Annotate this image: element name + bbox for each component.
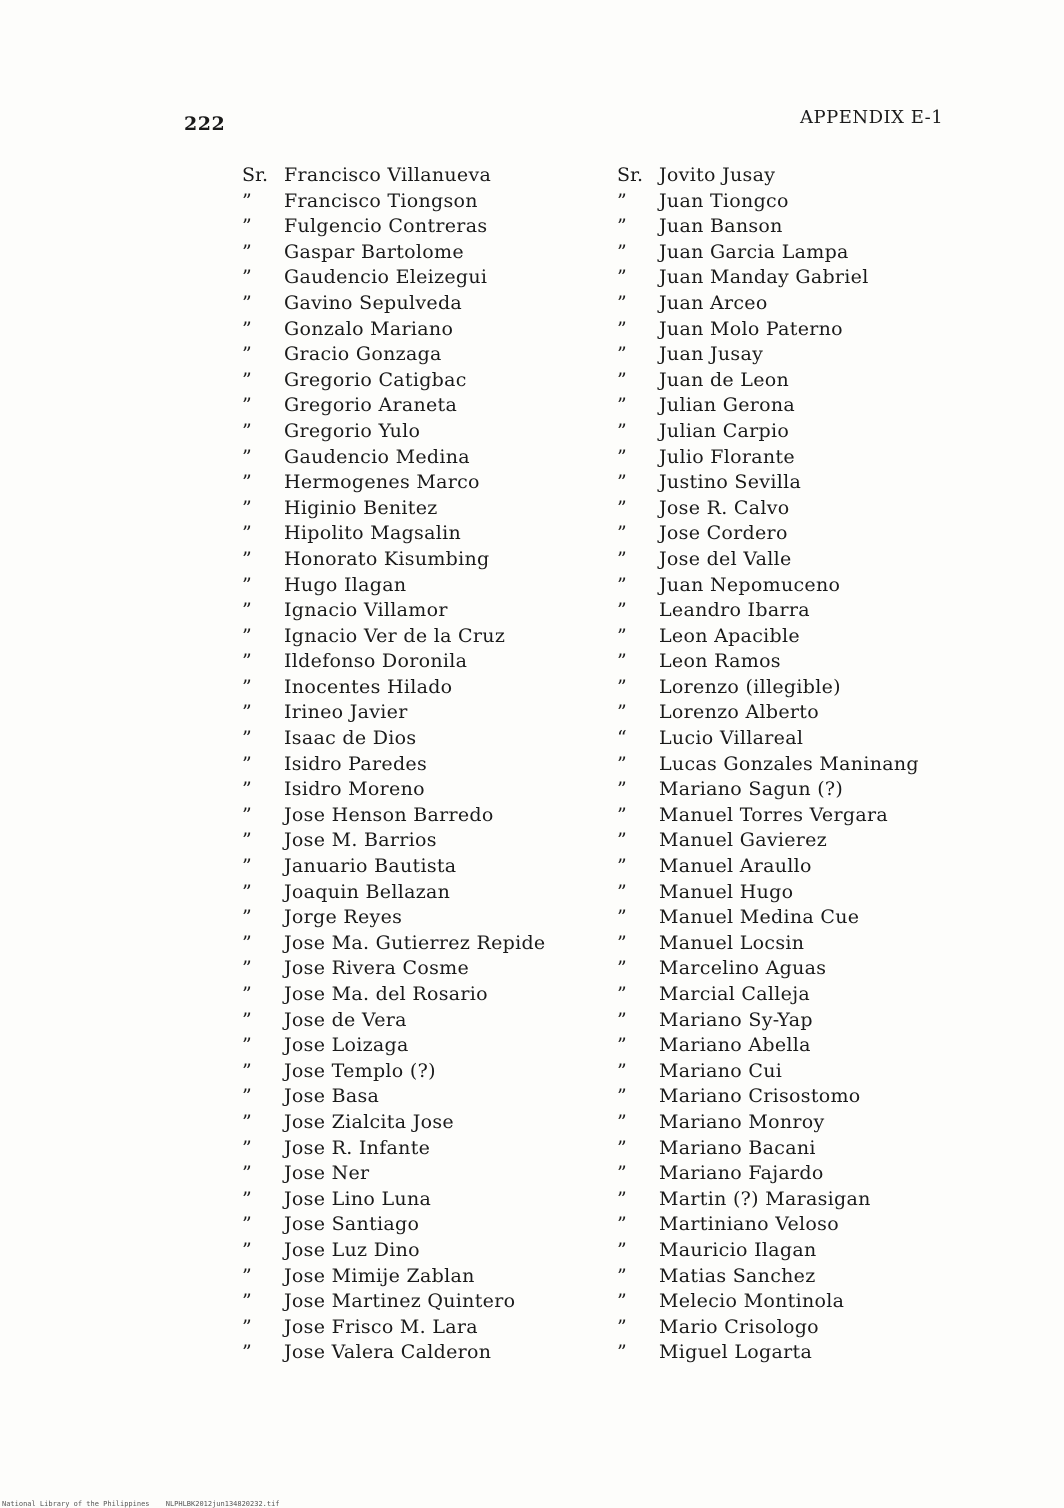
- entry-prefix: ”: [242, 189, 252, 212]
- name-entry: [617, 342, 977, 368]
- footer-library: National Library of the Philippines: [2, 1500, 150, 1508]
- name-entry: [242, 342, 602, 368]
- scan-footer: [2, 1500, 292, 1508]
- entry-name: Manuel Torres Vergara: [659, 803, 888, 826]
- name-entry: [617, 189, 977, 215]
- name-entry: [242, 1136, 602, 1162]
- entry-prefix: ”: [617, 906, 627, 929]
- name-entry: [242, 649, 602, 675]
- name-entry: [617, 470, 977, 496]
- entry-name: Jose Loizaga: [284, 1034, 409, 1057]
- entry-prefix: ”: [617, 1059, 627, 1082]
- entry-name: Marcelino Aguas: [659, 957, 827, 980]
- entry-prefix: ”: [242, 778, 252, 801]
- name-entry: [617, 777, 977, 803]
- entry-name: Ignacio Villamor: [284, 599, 448, 622]
- name-entry: [617, 573, 977, 599]
- entry-name: Mariano Bacani: [659, 1136, 816, 1159]
- name-entry: [242, 163, 602, 189]
- name-entry: [617, 1315, 977, 1341]
- entry-name: Manuel Araullo: [659, 855, 812, 878]
- name-entry: [617, 1289, 977, 1315]
- left-name-column: [242, 163, 602, 1366]
- entry-prefix: ”: [617, 931, 627, 954]
- entry-name: Juan Banson: [659, 215, 783, 238]
- name-entry: [617, 828, 977, 854]
- entry-name: Inocentes Hilado: [284, 675, 453, 698]
- entry-prefix: ”: [617, 803, 627, 826]
- name-entry: [617, 496, 977, 522]
- entry-name: Jose Cordero: [659, 522, 788, 545]
- name-entry: [242, 445, 602, 471]
- name-entry: [242, 777, 602, 803]
- entry-prefix: ”: [617, 675, 627, 698]
- entry-name: Mariano Sy-Yap: [659, 1008, 813, 1031]
- entry-name: Mariano Fajardo: [659, 1162, 824, 1185]
- entry-prefix: ”: [242, 1238, 252, 1261]
- entry-name: Manuel Locsin: [659, 931, 805, 954]
- entry-prefix: ”: [617, 855, 627, 878]
- entry-name: Mariano Abella: [659, 1034, 811, 1057]
- name-entry: [242, 521, 602, 547]
- name-entry: [242, 803, 602, 829]
- entry-prefix: ”: [242, 522, 252, 545]
- entry-name: Jose M. Barrios: [284, 829, 437, 852]
- entry-prefix: ”: [617, 496, 627, 519]
- name-entry: [617, 905, 977, 931]
- name-entry: [242, 1110, 602, 1136]
- entry-name: Jose Ma. del Rosario: [284, 983, 488, 1005]
- name-entry: [617, 1212, 977, 1238]
- entry-prefix: ”: [242, 880, 252, 903]
- entry-name: Jose Mimije Zablan: [284, 1264, 475, 1287]
- name-entry: [617, 803, 977, 829]
- entry-prefix: ”: [617, 394, 627, 417]
- name-entry: [617, 445, 977, 471]
- name-entry: [242, 598, 602, 624]
- entry-prefix: ”: [617, 599, 627, 622]
- entry-name: Juan de Leon: [659, 368, 790, 391]
- entry-prefix: ”: [242, 650, 252, 673]
- entry-name: Gaudencio Medina: [284, 445, 470, 468]
- name-entry: [242, 1059, 602, 1085]
- entry-prefix: ”: [617, 522, 627, 545]
- entry-prefix: ”: [242, 471, 252, 494]
- entry-prefix: ”: [242, 1162, 252, 1185]
- entry-name: Leon Ramos: [659, 650, 781, 673]
- entry-name: Isaac de Dios: [284, 727, 417, 750]
- entry-name: Hermogenes Marco: [284, 471, 480, 494]
- entry-prefix: ”: [617, 752, 627, 775]
- entry-prefix: ”: [242, 727, 252, 750]
- name-entry: [242, 470, 602, 496]
- name-entry: [242, 726, 602, 752]
- entry-prefix: ”: [242, 1290, 252, 1313]
- entry-prefix: “: [617, 727, 627, 750]
- right-name-column: [617, 163, 977, 1366]
- entry-name: Jovito Jusay: [659, 164, 776, 186]
- entry-prefix: ”: [242, 752, 252, 775]
- entry-prefix: ”: [242, 291, 252, 314]
- entry-prefix: ”: [242, 343, 252, 366]
- page-number: 222: [184, 113, 226, 135]
- name-entry: [242, 368, 602, 394]
- name-entry: [242, 1315, 602, 1341]
- footer-scan-id: NLPHLBK2012jun134820232.tif: [165, 1500, 280, 1508]
- name-entry: [242, 1008, 602, 1034]
- entry-name: Miguel Logarta: [659, 1341, 813, 1364]
- entry-prefix: ”: [242, 573, 252, 596]
- running-head: APPENDIX E-1: [800, 107, 944, 128]
- name-entry: [242, 956, 602, 982]
- entry-prefix: ”: [242, 215, 252, 238]
- name-entry: [617, 1340, 977, 1366]
- entry-prefix: ”: [242, 394, 252, 417]
- entry-name: Isidro Moreno: [284, 778, 425, 801]
- entry-prefix: ”: [242, 368, 252, 391]
- name-entry: [617, 521, 977, 547]
- entry-name: Mariano Sagun (?): [659, 778, 844, 801]
- entry-name: Manuel Gavierez: [659, 829, 828, 852]
- name-entry: [617, 265, 977, 291]
- name-entry: [617, 1161, 977, 1187]
- entry-name: Juan Manday Gabriel: [659, 266, 869, 289]
- name-entry: [617, 163, 977, 189]
- name-entry: [242, 905, 602, 931]
- name-entry: [617, 1084, 977, 1110]
- entry-name: Mariano Crisostomo: [659, 1085, 861, 1108]
- name-entry: [242, 1033, 602, 1059]
- name-entry: [617, 368, 977, 394]
- entry-name: Ignacio Ver de la Cruz: [284, 624, 506, 647]
- name-entry: [242, 828, 602, 854]
- name-entry: [617, 393, 977, 419]
- entry-name: Jose Henson Barredo: [284, 803, 494, 826]
- name-entry: [617, 700, 977, 726]
- entry-prefix: ”: [617, 1085, 627, 1108]
- entry-prefix: ”: [242, 829, 252, 852]
- entry-name: Leon Apacible: [659, 624, 800, 647]
- entry-name: Isidro Paredes: [284, 752, 427, 775]
- name-entry: [617, 317, 977, 343]
- entry-prefix: ”: [617, 368, 627, 391]
- entry-name: Manuel Hugo: [659, 880, 794, 903]
- name-entry: [617, 1033, 977, 1059]
- entry-name: Jose Basa: [284, 1085, 380, 1108]
- entry-name: Irineo Javier: [284, 701, 408, 724]
- name-entry: [617, 624, 977, 650]
- entry-name: Juan Tiongco: [659, 189, 789, 212]
- entry-prefix: ”: [242, 599, 252, 622]
- name-entry: [242, 419, 602, 445]
- entry-prefix: ”: [617, 1238, 627, 1261]
- name-entry: [617, 214, 977, 240]
- entry-prefix: ”: [617, 1034, 627, 1057]
- entry-prefix: ”: [617, 547, 627, 570]
- entry-name: Fulgencio Contreras: [284, 215, 488, 238]
- name-entry: [617, 931, 977, 957]
- name-entry: [242, 393, 602, 419]
- entry-name: Matias Sanchez: [659, 1264, 816, 1287]
- entry-prefix: ”: [617, 419, 627, 442]
- entry-prefix: ”: [617, 573, 627, 596]
- entry-prefix: ”: [242, 1187, 252, 1210]
- entry-prefix: ”: [617, 471, 627, 494]
- name-entry: [242, 1264, 602, 1290]
- entry-name: Melecio Montinola: [659, 1290, 845, 1313]
- entry-prefix: ”: [242, 1008, 252, 1031]
- name-entry: [617, 1110, 977, 1136]
- name-entry: [242, 982, 602, 1008]
- entry-prefix: ”: [242, 445, 252, 468]
- name-entry: [242, 931, 602, 957]
- name-entry: [242, 214, 602, 240]
- entry-name: Francisco Tiongson: [284, 189, 478, 212]
- entry-prefix: ”: [242, 675, 252, 698]
- entry-prefix: ”: [617, 1187, 627, 1210]
- entry-name: Gregorio Yulo: [284, 419, 421, 442]
- entry-name: Jorge Reyes: [284, 906, 403, 929]
- entry-prefix: ”: [617, 1136, 627, 1159]
- entry-prefix: ”: [617, 650, 627, 673]
- entry-name: Julian Gerona: [659, 394, 796, 417]
- name-entry: [242, 573, 602, 599]
- entry-prefix: ”: [242, 931, 252, 954]
- entry-prefix: ”: [617, 1008, 627, 1031]
- name-entry: [242, 624, 602, 650]
- entry-prefix: ”: [242, 1341, 252, 1364]
- entry-name: Jose Rivera Cosme: [284, 957, 469, 980]
- entry-prefix: ”: [617, 1213, 627, 1236]
- entry-prefix: ”: [242, 906, 252, 929]
- entry-name: Julio Florante: [659, 445, 795, 468]
- name-entry: [242, 880, 602, 906]
- entry-prefix: ”: [242, 547, 252, 570]
- name-entry: [242, 265, 602, 291]
- entry-name: Januario Bautista: [284, 855, 457, 878]
- entry-prefix: ”: [617, 1290, 627, 1313]
- entry-name: Julian Carpio: [659, 419, 790, 442]
- name-entry: [242, 1212, 602, 1238]
- entry-prefix: ”: [617, 624, 627, 647]
- entry-name: Hugo Ilagan: [284, 573, 407, 596]
- entry-name: Gregorio Catigbac: [284, 368, 467, 391]
- entry-name: Joaquin Bellazan: [284, 880, 451, 903]
- name-entry: [617, 1238, 977, 1264]
- entry-name: Mauricio Ilagan: [659, 1238, 817, 1261]
- entry-prefix: ”: [242, 1136, 252, 1159]
- entry-prefix: ”: [617, 983, 627, 1005]
- entry-prefix: ”: [242, 983, 252, 1005]
- entry-prefix: ”: [242, 624, 252, 647]
- entry-name: Justino Sevilla: [659, 471, 802, 494]
- entry-prefix: ”: [617, 880, 627, 903]
- name-entry: [242, 854, 602, 880]
- name-entry: [242, 1238, 602, 1264]
- name-entry: [617, 547, 977, 573]
- entry-name: Lorenzo Alberto: [659, 701, 819, 724]
- name-entry: [617, 880, 977, 906]
- name-entry: [617, 240, 977, 266]
- entry-name: Leandro Ibarra: [659, 599, 810, 622]
- entry-name: Lucio Villareal: [659, 727, 804, 750]
- entry-prefix: ”: [617, 1264, 627, 1287]
- name-entry: [617, 1136, 977, 1162]
- entry-prefix: Sr.: [242, 164, 269, 186]
- entry-prefix: ”: [242, 240, 252, 263]
- entry-prefix: ”: [617, 778, 627, 801]
- entry-prefix: ”: [242, 419, 252, 442]
- entry-name: Juan Jusay: [659, 343, 764, 366]
- entry-name: Higinio Benitez: [284, 496, 438, 519]
- entry-name: Jose Martinez Quintero: [284, 1290, 516, 1313]
- entry-name: Jose Zialcita Jose: [284, 1110, 454, 1133]
- entry-name: Jose Frisco M. Lara: [284, 1315, 478, 1338]
- entry-name: Juan Molo Paterno: [659, 317, 843, 340]
- entry-prefix: Sr.: [617, 164, 644, 186]
- entry-name: Jose Ner: [284, 1162, 370, 1185]
- name-entry: [617, 649, 977, 675]
- entry-prefix: ”: [617, 266, 627, 289]
- entry-prefix: ”: [617, 343, 627, 366]
- entry-prefix: ”: [617, 317, 627, 340]
- entry-name: Jose R. Calvo: [659, 496, 790, 519]
- entry-name: Gregorio Araneta: [284, 394, 458, 417]
- entry-prefix: ”: [617, 189, 627, 212]
- entry-prefix: ”: [242, 1213, 252, 1236]
- entry-name: Marcial Calleja: [659, 983, 811, 1005]
- name-entry: [242, 1161, 602, 1187]
- entry-prefix: ”: [617, 829, 627, 852]
- entry-prefix: ”: [617, 957, 627, 980]
- entry-name: Lorenzo (illegible): [659, 675, 841, 698]
- entry-name: Jose R. Infante: [284, 1136, 431, 1159]
- entry-name: Hipolito Magsalin: [284, 522, 462, 545]
- entry-prefix: ”: [242, 957, 252, 980]
- entry-prefix: ”: [242, 1059, 252, 1082]
- entry-name: Jose Templo (?): [284, 1059, 436, 1082]
- entry-name: Mariano Monroy: [659, 1110, 825, 1133]
- name-entry: [617, 1008, 977, 1034]
- name-entry: [617, 1187, 977, 1213]
- entry-prefix: ”: [617, 215, 627, 238]
- entry-name: Martiniano Veloso: [659, 1213, 839, 1236]
- entry-name: Jose del Valle: [659, 547, 792, 570]
- name-entry: [617, 291, 977, 317]
- entry-prefix: ”: [617, 1162, 627, 1185]
- entry-name: Juan Nepomuceno: [659, 573, 841, 596]
- entry-name: Jose Ma. Gutierrez Repide: [284, 931, 546, 954]
- entry-name: Juan Arceo: [659, 291, 768, 314]
- entry-name: Mariano Cui: [659, 1059, 783, 1082]
- entry-prefix: ”: [242, 803, 252, 826]
- entry-prefix: ”: [617, 1341, 627, 1364]
- entry-prefix: ”: [242, 266, 252, 289]
- name-entry: [617, 982, 977, 1008]
- name-entry: [242, 240, 602, 266]
- entry-name: Jose Lino Luna: [284, 1187, 432, 1210]
- name-entry: [242, 496, 602, 522]
- entry-prefix: ”: [617, 240, 627, 263]
- entry-name: Martin (?) Marasigan: [659, 1187, 871, 1210]
- entry-name: Francisco Villanueva: [284, 164, 492, 186]
- entry-prefix: ”: [242, 1110, 252, 1133]
- entry-name: Manuel Medina Cue: [659, 906, 860, 929]
- entry-prefix: ”: [242, 317, 252, 340]
- name-entry: [242, 1187, 602, 1213]
- entry-name: Gonzalo Mariano: [284, 317, 454, 340]
- entry-prefix: ”: [242, 1085, 252, 1108]
- name-entry: [242, 1340, 602, 1366]
- name-entry: [617, 1264, 977, 1290]
- entry-prefix: ”: [242, 1264, 252, 1287]
- name-entry: [242, 1289, 602, 1315]
- entry-prefix: ”: [617, 445, 627, 468]
- entry-name: Jose Santiago: [284, 1213, 420, 1236]
- name-entry: [242, 189, 602, 215]
- name-entry: [617, 675, 977, 701]
- name-entry: [242, 291, 602, 317]
- name-entry: [617, 726, 977, 752]
- entry-name: Lucas Gonzales Maninang: [659, 752, 919, 775]
- entry-name: Gracio Gonzaga: [284, 343, 442, 366]
- entry-name: Gaspar Bartolome: [284, 240, 464, 263]
- entry-name: Juan Garcia Lampa: [659, 240, 849, 263]
- name-entry: [617, 956, 977, 982]
- name-entry: [242, 317, 602, 343]
- entry-prefix: ”: [242, 1315, 252, 1338]
- name-entry: [242, 675, 602, 701]
- entry-prefix: ”: [617, 1110, 627, 1133]
- name-entry: [617, 419, 977, 445]
- entry-name: Ildefonso Doronila: [284, 650, 468, 673]
- name-entry: [242, 700, 602, 726]
- entry-name: Mario Crisologo: [659, 1315, 819, 1338]
- entry-name: Gavino Sepulveda: [284, 291, 463, 314]
- name-entry: [617, 598, 977, 624]
- entry-prefix: ”: [617, 701, 627, 724]
- entry-name: Jose de Vera: [284, 1008, 407, 1031]
- name-entry: [617, 1059, 977, 1085]
- entry-name: Gaudencio Eleizegui: [284, 266, 488, 289]
- entry-name: Jose Valera Calderon: [284, 1341, 492, 1364]
- entry-prefix: ”: [242, 855, 252, 878]
- entry-prefix: ”: [242, 701, 252, 724]
- name-entry: [617, 854, 977, 880]
- name-entry: [617, 752, 977, 778]
- name-entry: [242, 547, 602, 573]
- entry-prefix: ”: [242, 1034, 252, 1057]
- entry-name: Honorato Kisumbing: [284, 547, 490, 570]
- entry-prefix: ”: [242, 496, 252, 519]
- name-entry: [242, 1084, 602, 1110]
- name-entry: [242, 752, 602, 778]
- entry-name: Jose Luz Dino: [284, 1238, 420, 1261]
- entry-prefix: ”: [617, 291, 627, 314]
- entry-prefix: ”: [617, 1315, 627, 1338]
